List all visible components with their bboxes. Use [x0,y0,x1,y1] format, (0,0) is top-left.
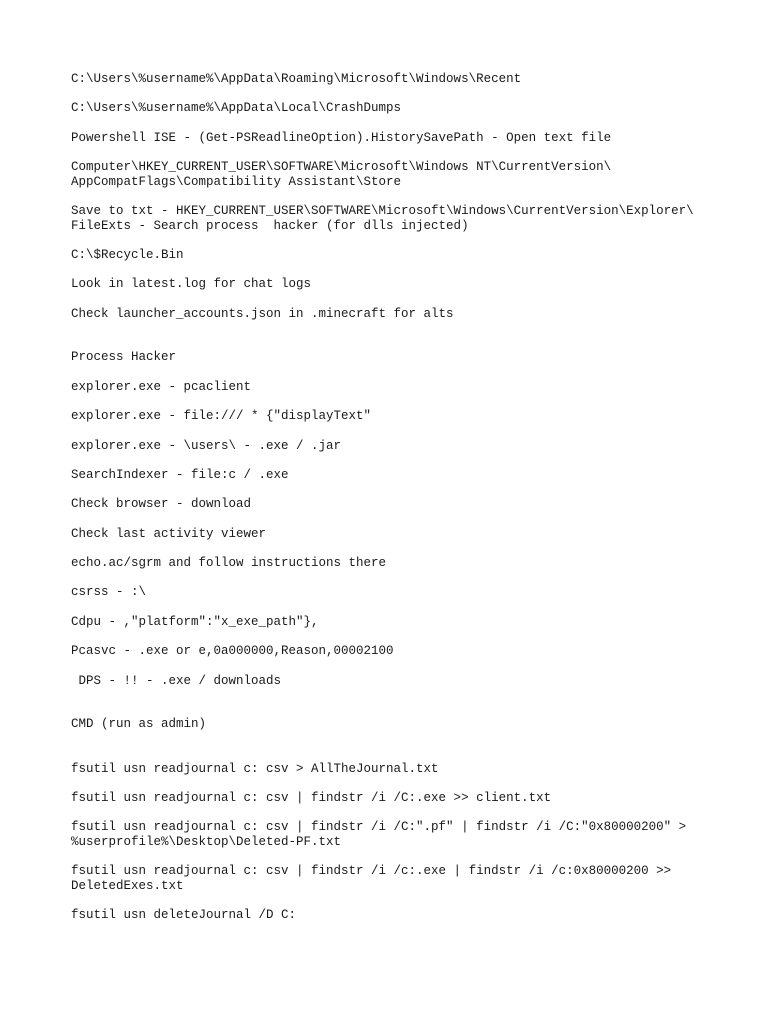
text-line: C:\Users\%username%\AppData\Roaming\Microsoft\Windows\Recent [71,72,522,86]
text-line: csrss - :\ [71,585,147,599]
text-line: explorer.exe - pcaclient [71,380,252,394]
text-line: Computer\HKEY_CURRENT_USER\SOFTWARE\Microsoft\Windows NT\CurrentVersion\ [71,160,612,174]
text-line: echo.ac/sgrm and follow instructions there [71,556,387,570]
text-line: Look in latest.log for chat logs [71,277,312,291]
text-line: fsutil usn readjournal c: csv | findstr /i /C:.exe >> client.txt [71,791,552,805]
section-heading: CMD (run as admin) [71,717,207,731]
text-line: Check last activity viewer [71,527,267,541]
text-line: fsutil usn readjournal c: csv | findstr /i /c:.exe | findstr /i /c:0x80000200 >> [71,864,672,878]
text-line: Check launcher_accounts.json in .minecraft for alts [71,307,454,321]
text-line: Powershell ISE - (Get-PSReadlineOption).HistorySavePath - Open text file [71,131,612,145]
text-line: FileExts - Search process hacker (for dlls injected) [71,219,469,233]
text-line: AppCompatFlags\Compatibility Assistant\Store [71,175,402,189]
text-line: Check browser - download [71,497,252,511]
text-line: C:\$Recycle.Bin [71,248,184,262]
text-line: fsutil usn readjournal c: csv > AllTheJournal.txt [71,762,439,776]
text-line: Pcasvc - .exe or e,0a000000,Reason,00002100 [71,644,394,658]
text-line: explorer.exe - \users\ - .exe / .jar [71,439,342,453]
text-line: Save to txt - HKEY_CURRENT_USER\SOFTWARE\Microsoft\Windows\CurrentVersion\Explorer\ [71,204,694,218]
text-line: Cdpu - ,"platform":"x_exe_path"}, [71,615,319,629]
text-line: explorer.exe - file:/// * {"displayText" [71,409,372,423]
text-line: fsutil usn deleteJournal /D C: [71,908,297,922]
text-line: fsutil usn readjournal c: csv | findstr /i /C:".pf" | findstr /i /C:"0x80000200" > [71,820,687,834]
text-line: SearchIndexer - file:c / .exe [71,468,289,482]
text-line: %userprofile%\Desktop\Deleted-PF.txt [71,835,342,849]
text-line: C:\Users\%username%\AppData\Local\CrashDumps [71,101,402,115]
section-heading: Process Hacker [71,350,177,364]
text-line: DeletedExes.txt [71,879,184,893]
text-line: DPS - !! - .exe / downloads [71,674,282,688]
